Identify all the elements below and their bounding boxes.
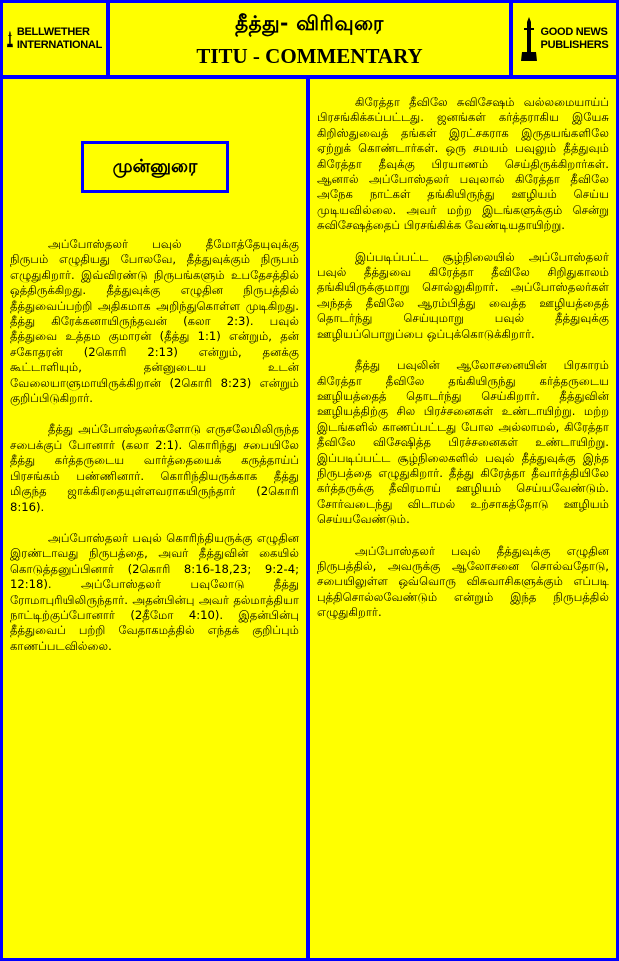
left-column <box>3 79 306 958</box>
left-paragraph-2: தீத்து அப்போஸ்தலர்களோடு எருசலேமிலிருந்த சபைக்குப் போனார் (கலா 2:1). கொரிந்து சபையிலே தீத்து கர்த்தருடைய வார்த்தையைக் கருத்தாய்ப் பிரசங்கம் பண்ணினார். கொரிந்தியருக்காக தீத்து மிகுந்த ஜாக்கிரதையுள்ளவராகயிருந்தார் (2கொரி 8:16). <box>10 422 299 514</box>
section-heading <box>81 141 229 193</box>
title-english: TITU - COMMENTARY <box>196 44 423 68</box>
bellwether-logo <box>3 3 106 75</box>
left-logo-line1: BELLWETHER <box>16 26 90 38</box>
good-news-logo-icon <box>521 16 537 62</box>
right-paragraph-3: தீத்து பவுலின் ஆலோசனையின் பிரகாரம் கிரேத்தா தீவிலே தங்கியிருந்து கர்த்தருடைய ஊழியத்தைத் தொடர்ந்து செய்கிறார். தீத்துவின் ஊழியத்திற்கு சில பிரச்சனைகள் உண்டாயிற்று. மற்ற இடங்களில் காணப்பட்டது போல அல்லாமல், கிரேத்தா தீவிலே விசேஷித்த பிரச்சனைகள் உண்டாயிற்று. இப்படிப்பட்ட சூழ்நிலைகளில் பவுல் தீத்துவுக்கு இந்த நிருபத்தை எழுதுகிறார். தீத்து கிரேத்தா தீவார்த்தியிலே கர்த்தருக்கு தீவிரமாய் ஊழியம் செய்யவேண்டும். சோர்வடைந்து விடாமல் உற்சாகத்தோடு ஊழியம் செய்யவேண்டும். <box>317 358 609 527</box>
left-paragraph-3: அப்போஸ்தலர் பவுல் கொரிந்தியருக்கு எழுதின இரண்டாவது நிருபத்தை, அவர் தீத்துவின் கையில் கொடுத்தனுப்பினார் (2கொரி 8:16-18,23; 9:2-4; 12:18). அப்போஸ்தலர் பவுலோடு தீத்து ரோமாபுரியிலிருந்தார். அதன்பின்பு அவர் தல்மாத்தியா நாட்டிற்குப்போனார் (2தீமோ 4:10). இதன்பின்பு தீத்துவைப் பற்றி வேதாகமத்தில் எந்தக் குறிப்பும் காணப்படவில்லை. <box>10 530 299 653</box>
left-paragraph-1: அப்போஸ்தலர் பவுல் தீமோத்தேயுவுக்கு நிருபம் எழுதியது போலவே, தீத்துவுக்கும் நிருபம் எழுதுகிறார். இவ்விரண்டு நிருபங்களும் உபதேசத்தில் ஒத்திருக்கிறது. தீத்துவுக்கு எழுதின நிருபத்தில் தீத்துவைப்பற்றி அதிகமாக அறிந்துகொள்ள முடிகிறது. தீத்து கிரேக்கனாயிருந்தவன் (கலா 2:3). பவுல் தீத்துவை உத்தம குமாரன் (தீத்து 1:1) என்றும், தன் சகோதரன் (2கொரி 2:13) என்றும், தனக்கு கூட்டாளியும், தன்னுடைய உடன் வேலையாளுமாயிருக்கிறான் (2கொரி 8:23) என்றும் குறிப்பிடுகிறார். <box>10 237 299 406</box>
right-paragraph-4: அப்போஸ்தலர் பவுல் தீத்துவுக்கு எழுதின நிருபத்தில், அவருக்கு ஆலோசனை சொல்வதோடு, சபையிலுள்ள ஒவ்வொரு விசுவாசிகளுக்கும் எப்படி புத்திசொல்லவேண்டும் என்றும் இந்த நிருபத்தில் எழுதுகிறார். <box>317 543 609 620</box>
good-news-logo <box>513 3 616 75</box>
right-logo-line1: GOOD NEWS <box>540 26 608 38</box>
right-logo-line2: PUBLISHERS <box>540 39 609 51</box>
left-logo-line2: INTERNATIONAL <box>16 39 102 51</box>
section-heading-text: முன்னுரை <box>112 155 198 177</box>
page-header <box>110 3 509 75</box>
title-tamil: தீத்து- விரிவுரை <box>235 11 384 35</box>
right-paragraph-2: இப்படிப்பட்ட சூழ்நிலையில் அப்போஸ்தலர் பவுல் தீத்துவை கிரேத்தா தீவிலே சிறிதுகாலம் தங்கியிருக்குமாறு சொல்லுகிறார். அப்போஸ்தலர்கள் அந்தத் தீவிலே ஆரம்பித்து வைத்த ஊழியத்தைத் தொடர்ந்து செய்யுமாறு பவுல் தீத்துவுக்கு ஊழியப்பொறுப்பை ஒப்புக்கொடுக்கிறார். <box>317 249 609 341</box>
right-paragraph-1: கிரேத்தா தீவிலே சுவிசேஷம் வல்லமையாய்ப் பிரசங்கிக்கப்பட்டது. ஜனங்கள் கர்த்தராகிய இயேசு கிறிஸ்துவைத் தங்கள் இரட்சகராக இருதயங்களிலே ஏற்றுக் கொண்டார்கள். ஒரு சமயம் பவுலும் தீத்துவும் கிரேத்தா தீவுக்கு பிரயாணம் செய்திருக்கிறார்கள். ஆனால் அப்போஸ்தலர் பவுலால் கிரேத்தா தீவிலே அநேக நாட்கள் தங்கியிருந்து ஊழியம் செய்ய முடியவில்லை. அவர் மற்ற இடங்களுக்கும் சென்று சுவிசேஷத்தைப் பிரசங்கிக்க வேண்டியதாயிற்று. <box>317 95 609 233</box>
bellwether-logo-icon <box>7 16 13 62</box>
right-column <box>310 79 616 958</box>
